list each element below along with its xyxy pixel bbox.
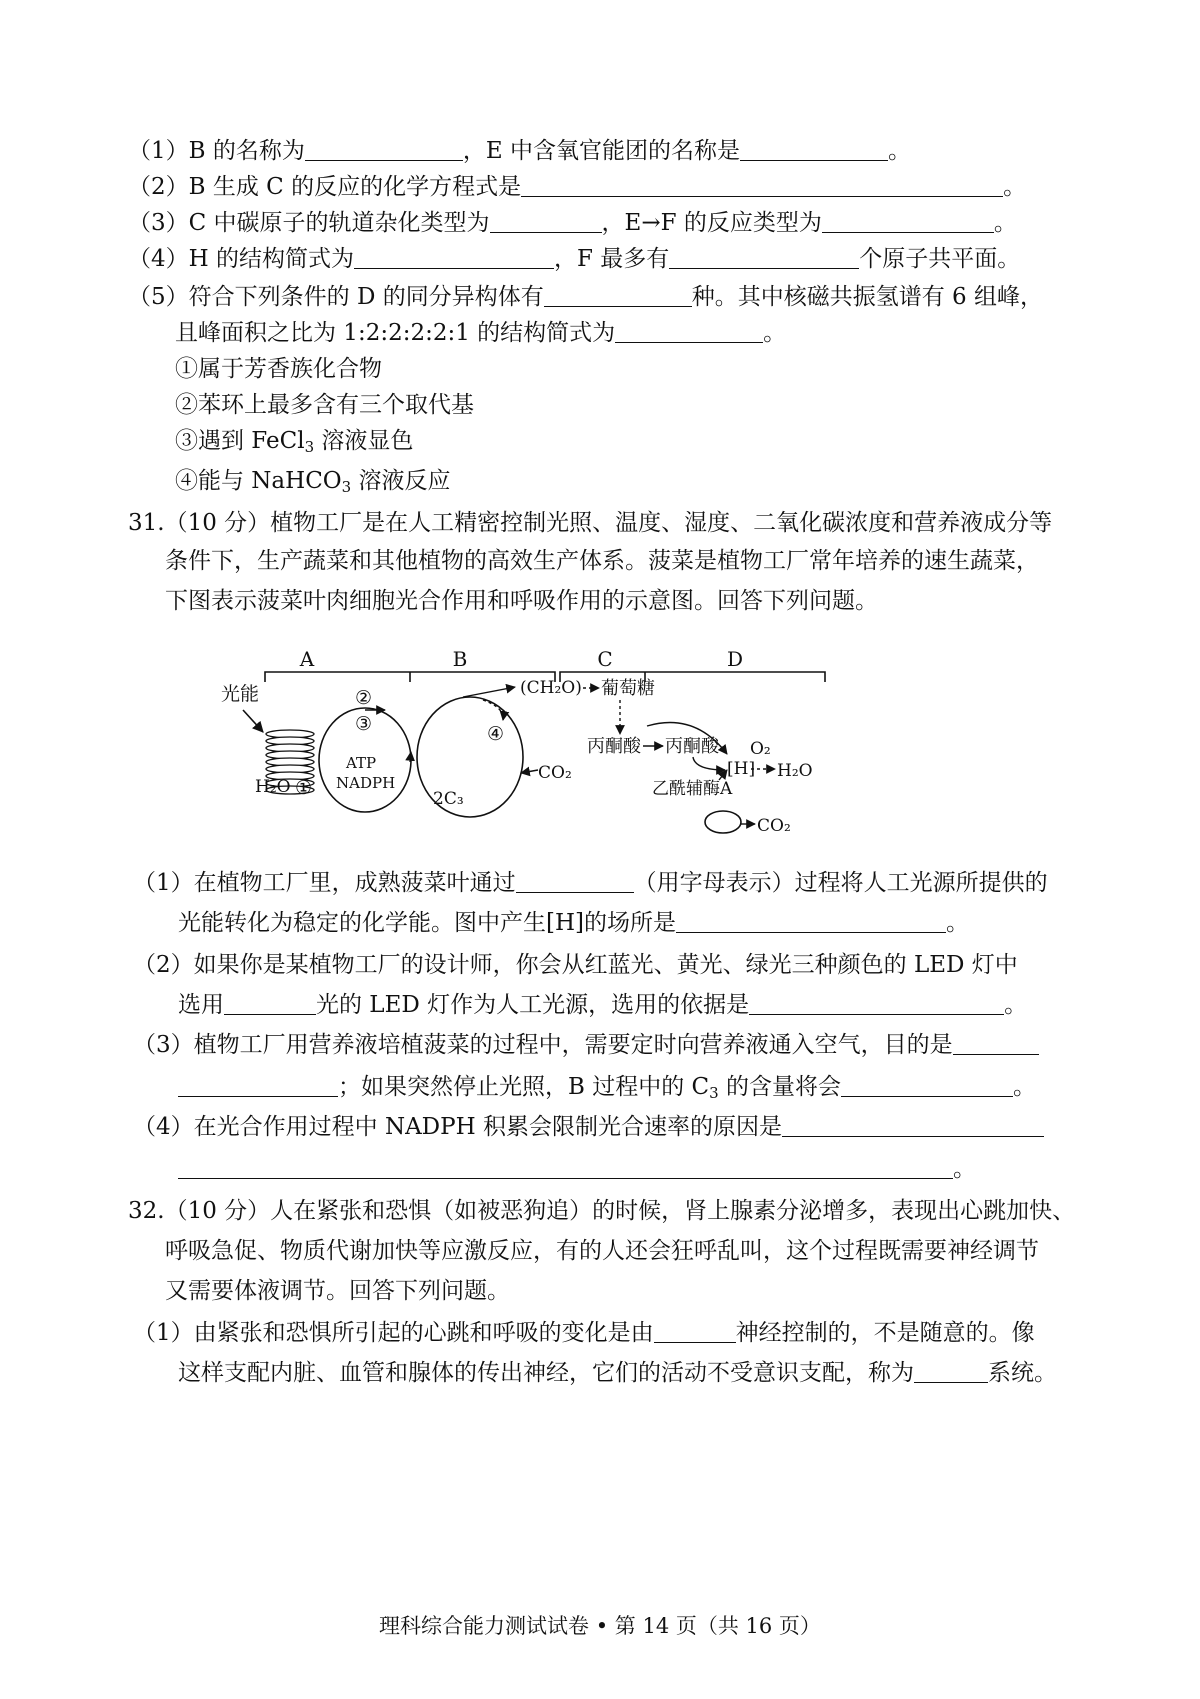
q31-part4-cont: 。 [178, 1154, 976, 1184]
q31-intro-line2: 条件下，生产蔬菜和其他植物的高效生产体系。菠菜是植物工厂常年培养的速生蔬菜， [165, 548, 1039, 574]
pyruvate-label-1: 丙酮酸 [587, 736, 641, 757]
label-B: B [452, 647, 468, 671]
answer-blank[interactable] [178, 1156, 953, 1179]
q30-part1: （1）B 的名称为 ，E 中含氧官能团的名称是 。 [128, 138, 911, 164]
answer-blank[interactable] [953, 1032, 1039, 1055]
q31-part3: （3）植物工厂用营养液培植菠菜的过程中，需要定时向营养液通入空气，目的是 [133, 1030, 1039, 1060]
q30-part2: （2）B 生成 C 的反应的化学方程式是 。 [128, 174, 1027, 200]
answer-blank[interactable] [782, 1114, 1044, 1137]
answer-blank[interactable] [654, 1320, 736, 1343]
acetyl-coa-label: 乙酰辅酶A [652, 779, 733, 799]
condition-3: ③遇到 FeCl$_3$ 溶液显色 [175, 428, 414, 456]
carbohydrate-label: (CH₂O) [520, 678, 582, 698]
answer-blank[interactable] [544, 284, 692, 307]
photosynthesis-respiration-diagram [215, 642, 855, 842]
water-out-label: H₂O [777, 761, 813, 781]
nadph-label: NADPH [336, 774, 396, 792]
glucose-label: 葡萄糖 [601, 678, 655, 699]
q31-part2: （2）如果你是某植物工厂的设计师，你会从红蓝光、黄光、绿光三种颜色的 LED 灯中 [133, 952, 1018, 978]
answer-blank[interactable] [224, 992, 316, 1015]
h-label: [H] [727, 759, 756, 779]
step-2-marker: ② [355, 687, 373, 709]
answer-blank[interactable] [676, 910, 946, 933]
condition-2: ②苯环上最多含有三个取代基 [175, 392, 474, 418]
label-C: C [597, 647, 613, 671]
q31-part1: （1）在植物工厂里，成熟菠菜叶通过 （用字母表示）过程将人工光源所提供的 [133, 870, 1048, 896]
q30-part5-cont: 且峰面积之比为 1:2:2:2:2:1 的结构简式为 。 [175, 320, 787, 346]
answer-blank[interactable] [822, 210, 994, 233]
c3-label: 2C₃ [433, 789, 464, 809]
co2-input-label: CO₂ [538, 763, 572, 783]
q31-part1-cont: 光能转化为稳定的化学能。图中产生[H]的场所是 。 [178, 910, 970, 936]
q30-part3: （3）C 中碳原子的轨道杂化类型为 ，E→F 的反应类型为 。 [128, 210, 1017, 236]
o2-label: O₂ [750, 739, 771, 759]
atp-label: ATP [346, 754, 377, 772]
answer-blank[interactable] [669, 246, 859, 269]
q32-part1-cont: 这样支配内脏、血管和腺体的传出神经，它们的活动不受意识支配，称为 系统。 [178, 1360, 1057, 1386]
q31-part3-cont: ；如果突然停止光照，B 过程中的 $C_3$ 的含量将会 。 [178, 1072, 1036, 1102]
step-1-marker: ① [295, 777, 313, 799]
light-energy-label: 光能 [221, 683, 260, 705]
co2-output-label: CO₂ [757, 816, 791, 836]
answer-blank[interactable] [305, 138, 463, 161]
q32-intro-line3: 又需要体液调节。回答下列问题。 [165, 1278, 510, 1304]
answer-blank[interactable] [516, 870, 634, 893]
answer-blank[interactable] [740, 138, 888, 161]
answer-blank[interactable] [749, 992, 1004, 1015]
step-3-marker: ③ [355, 713, 373, 735]
answer-blank[interactable] [914, 1360, 988, 1383]
q31-part2-cont: 选用 光的 LED 灯作为人工光源，选用的依据是 。 [178, 992, 1028, 1018]
q30-part4: （4）H 的结构简式为 ，F 最多有 个原子共平面。 [128, 246, 1021, 272]
answer-blank[interactable] [615, 320, 763, 343]
answer-blank[interactable] [521, 174, 1003, 197]
q31-part4: （4）在光合作用过程中 NADPH 积累会限制光合速率的原因是 [133, 1112, 1044, 1142]
q32-intro-line2: 呼吸急促、物质代谢加快等应激反应，有的人还会狂呼乱叫，这个过程既需要神经调节 [165, 1238, 1039, 1264]
condition-4: ④能与 NaHCO$_3$ 溶液反应 [175, 468, 451, 496]
answer-blank[interactable] [178, 1074, 338, 1097]
answer-blank[interactable] [354, 246, 554, 269]
q32-intro-line1: 32.（10 分）人在紧张和恐惧（如被恶狗追）的时候，肾上腺素分泌增多，表现出心跳加快、 [128, 1198, 1076, 1224]
q30-part5: （5）符合下列条件的 D 的同分异构体有 种。其中核磁共振氢谱有 6 组峰， [128, 284, 1043, 310]
answer-blank[interactable] [841, 1074, 1013, 1097]
label-D: D [726, 647, 744, 671]
condition-1: ①属于芳香族化合物 [175, 356, 382, 382]
step-4-marker: ④ [487, 723, 505, 745]
q32-part1: （1）由紧张和恐惧所引起的心跳和呼吸的变化是由 神经控制的，不是随意的。像 [133, 1320, 1035, 1346]
q31-intro-line1: 31.（10 分）植物工厂是在人工精密控制光照、温度、湿度、二氧化碳浓度和营养液成分等 [128, 510, 1053, 536]
q31-intro-line3: 下图表示菠菜叶肉细胞光合作用和呼吸作用的示意图。回答下列问题。 [165, 588, 878, 614]
water-label: H₂O [255, 777, 291, 797]
pyruvate-label-2: 丙酮酸 [665, 736, 719, 757]
label-A: A [299, 647, 315, 671]
answer-blank[interactable] [490, 210, 602, 233]
page-footer: 理科综合能力测试试卷 • 第 14 页（共 16 页） [379, 1614, 821, 1638]
